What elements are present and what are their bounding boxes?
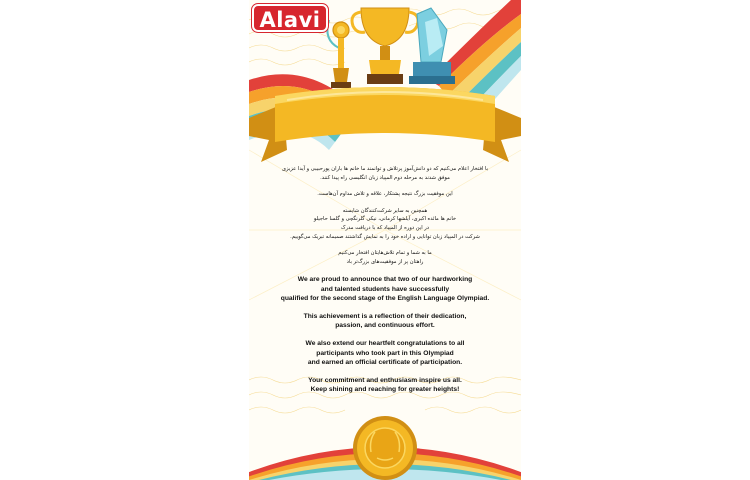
persian-line: راهتان پر از موفقیت‌های بزرگ‌تر باد bbox=[346, 258, 424, 265]
persian-line: شرکت در المپیاد زبان توانایی و اراده خود را به نمایش گذاشتند صمیمانه تبریک می‌گوییم. bbox=[290, 233, 480, 240]
english-line: and earned an official certificate of participation. bbox=[307, 358, 463, 366]
persian-line: ما به شما و تمام تلاش‌هایتان افتخار می‌کنیم bbox=[338, 250, 432, 257]
trophy-crystal-icon bbox=[409, 8, 455, 84]
english-line: qualified for the second stage of the English Language Olympiad. bbox=[280, 294, 490, 302]
english-line: Your commitment and enthusiasm inspire us all. bbox=[308, 376, 462, 384]
persian-line: موفق شدند به مرحله دوم المپیاد زبان انگلیسی راه پیدا کنند. bbox=[320, 174, 450, 181]
announcement-text bbox=[263, 165, 507, 394]
english-line: participants who took part in this Olympiad bbox=[316, 349, 454, 357]
gold-ribbon-banner bbox=[249, 87, 521, 162]
english-line: Keep shining and reaching for greater heights! bbox=[310, 386, 460, 394]
english-line: and talented students have successfully bbox=[320, 285, 450, 293]
english-line: This achievement is a reflection of their dedication, bbox=[303, 312, 467, 320]
english-line: We are proud to announce that two of our hardworking bbox=[297, 276, 473, 284]
persian-line: در این دوره از المپیاد که با دریافت مدرک bbox=[340, 224, 430, 231]
persian-line: خانم ها مائده اکبری، آیلشها کرمانی، نیکی گلرنگچی و گلسا حاجیلو bbox=[313, 216, 457, 223]
english-line: passion, and continuous effort. bbox=[335, 322, 435, 330]
alavi-logo: Alavi bbox=[252, 4, 328, 32]
persian-line: این موفقیت بزرگ نتیجه پشتکار، علاقه و تلاش مداوم آن‌هاست. bbox=[317, 191, 453, 198]
persian-line: همچنین به سایر شرکت‌کنندگان شایسته bbox=[342, 207, 428, 214]
persian-line: با افتخار اعلام می‌کنیم که دو دانش‌آموز پرتلاش و توانمند ما خانم ها باران پورحبیبی و آیدا عزیزی bbox=[281, 166, 489, 172]
trophy-small-icon bbox=[327, 20, 351, 88]
announcement-poster bbox=[249, 0, 521, 480]
trophy-cup-icon bbox=[352, 8, 418, 84]
english-line: We also extend our heartfelt congratulations to all bbox=[305, 340, 465, 348]
gold-medal-icon bbox=[353, 416, 417, 480]
